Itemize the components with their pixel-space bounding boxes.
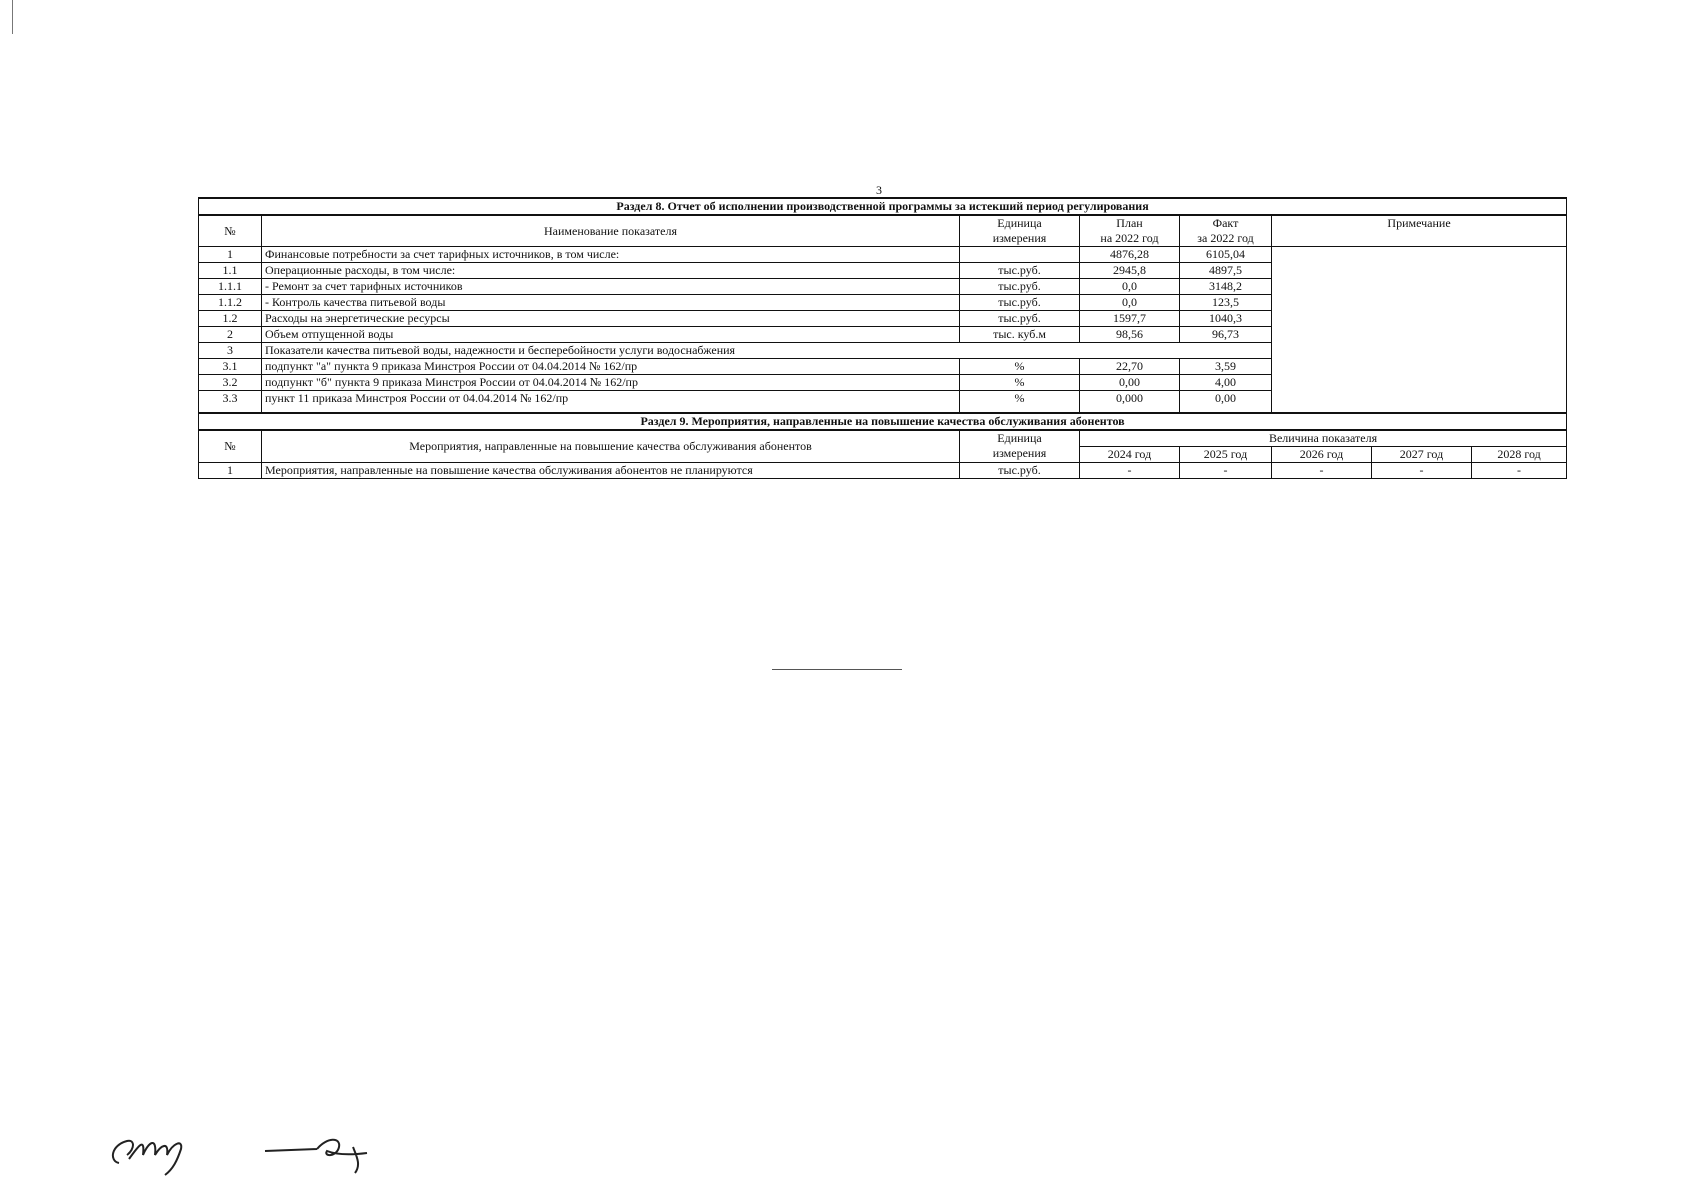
section8-header-row [199, 215, 1567, 247]
left-edge-mark [12, 0, 13, 34]
row-num: 3.1 [199, 359, 262, 375]
section8-title-row [199, 198, 1567, 215]
year-header: 2027 год [1372, 446, 1472, 462]
row-value: - [1472, 462, 1567, 478]
row-unit: % [960, 375, 1080, 391]
year-header: 2024 год [1080, 446, 1180, 462]
row-num: 2 [199, 327, 262, 343]
row-plan: 0,000 [1080, 391, 1180, 413]
row-unit [960, 247, 1080, 263]
footer-separator-line [772, 669, 902, 670]
row-value: - [1180, 462, 1272, 478]
row-name: Объем отпущенной воды [262, 327, 960, 343]
row-fact: 123,5 [1180, 295, 1272, 311]
row-unit: % [960, 391, 1080, 413]
page-number: 3 [876, 183, 882, 197]
row-num: 1 [199, 462, 262, 478]
row-plan: 4876,28 [1080, 247, 1180, 263]
row-fact: 3,59 [1180, 359, 1272, 375]
row-plan: 22,70 [1080, 359, 1180, 375]
header-num: № [199, 215, 262, 247]
signature-stroke-1 [113, 1141, 181, 1175]
s9-header-name: Мероприятия, направленные на повышение качества обслуживания абонентов [262, 430, 960, 463]
row-fact: 3148,2 [1180, 279, 1272, 295]
row-plan: 0,0 [1080, 279, 1180, 295]
row-unit: тыс. куб.м [960, 327, 1080, 343]
row-num: 1.1 [199, 263, 262, 279]
header-plan [1080, 215, 1180, 247]
row-fact: 4897,5 [1180, 263, 1272, 279]
row-unit: тыс.руб. [960, 279, 1080, 295]
row-num: 3.3 [199, 391, 262, 413]
row-num: 1.2 [199, 311, 262, 327]
section9-title: Раздел 9. Мероприятия, направленные на повышение качества обслуживания абонентов [199, 413, 1567, 430]
table-row [199, 247, 1567, 263]
table-row [199, 462, 1567, 478]
header-unit-line1: Единица [997, 216, 1042, 230]
report-table [198, 197, 1567, 479]
header-fact-line1: Факт [1212, 216, 1239, 230]
handwritten-signature [105, 1125, 395, 1185]
row-plan: 1597,7 [1080, 311, 1180, 327]
row-plan: 0,00 [1080, 375, 1180, 391]
s9-header-unit [960, 430, 1080, 463]
row-name: - Ремонт за счет тарифных источников [262, 279, 960, 295]
row-unit: тыс.руб. [960, 462, 1080, 478]
row-fact: 96,73 [1180, 327, 1272, 343]
year-header: 2026 год [1272, 446, 1372, 462]
row-name: Показатели качества питьевой воды, надежности и бесперебойности услуги водоснабжения [262, 343, 1272, 359]
row-name: Операционные расходы, в том числе: [262, 263, 960, 279]
header-name: Наименование показателя [262, 215, 960, 247]
row-fact: 6105,04 [1180, 247, 1272, 263]
note-cell [1272, 247, 1567, 413]
s9-header-unit-line1: Единица [997, 430, 1042, 445]
row-num: 3.2 [199, 375, 262, 391]
row-fact: 0,00 [1180, 391, 1272, 413]
row-plan: 98,56 [1080, 327, 1180, 343]
header-plan-line1: План [1116, 216, 1143, 230]
section9-title-row [199, 413, 1567, 430]
row-value: - [1372, 462, 1472, 478]
row-unit: % [960, 359, 1080, 375]
row-name: Финансовые потребности за счет тарифных источников, в том числе: [262, 247, 960, 263]
header-unit [960, 215, 1080, 247]
section9-header-row [199, 430, 1567, 447]
row-plan: 2945,8 [1080, 263, 1180, 279]
header-note: Примечание [1272, 215, 1567, 247]
header-plan-line2: на 2022 год [1100, 231, 1159, 245]
section8-title: Раздел 8. Отчет об исполнении производственной программы за истекший период регулирования [199, 198, 1567, 215]
row-unit: тыс.руб. [960, 263, 1080, 279]
row-name: Мероприятия, направленные на повышение качества обслуживания абонентов не планируются [262, 462, 960, 478]
row-unit: тыс.руб. [960, 295, 1080, 311]
year-header: 2025 год [1180, 446, 1272, 462]
row-num: 1 [199, 247, 262, 263]
row-num: 3 [199, 343, 262, 359]
s9-header-num: № [199, 430, 262, 463]
row-fact: 4,00 [1180, 375, 1272, 391]
row-unit: тыс.руб. [960, 311, 1080, 327]
row-num: 1.1.1 [199, 279, 262, 295]
row-name: подпункт "а" пункта 9 приказа Минстроя России от 04.04.2014 № 162/пр [262, 359, 960, 375]
row-name: - Контроль качества питьевой воды [262, 295, 960, 311]
row-plan: 0,0 [1080, 295, 1180, 311]
row-num: 1.1.2 [199, 295, 262, 311]
signature-stroke-2 [265, 1140, 367, 1173]
row-name: пункт 11 приказа Минстроя России от 04.04.2014 № 162/пр [262, 391, 960, 413]
s9-header-value: Величина показателя [1080, 430, 1567, 447]
header-unit-line2: измерения [992, 231, 1047, 245]
header-fact [1180, 215, 1272, 247]
year-header: 2028 год [1472, 446, 1567, 462]
row-fact: 1040,3 [1180, 311, 1272, 327]
header-fact-line2: за 2022 год [1197, 231, 1254, 245]
row-value: - [1080, 462, 1180, 478]
s9-header-unit-line2: измерения [992, 445, 1047, 460]
row-name: подпункт "б" пункта 9 приказа Минстроя России от 04.04.2014 № 162/пр [262, 375, 960, 391]
row-name: Расходы на энергетические ресурсы [262, 311, 960, 327]
row-value: - [1272, 462, 1372, 478]
